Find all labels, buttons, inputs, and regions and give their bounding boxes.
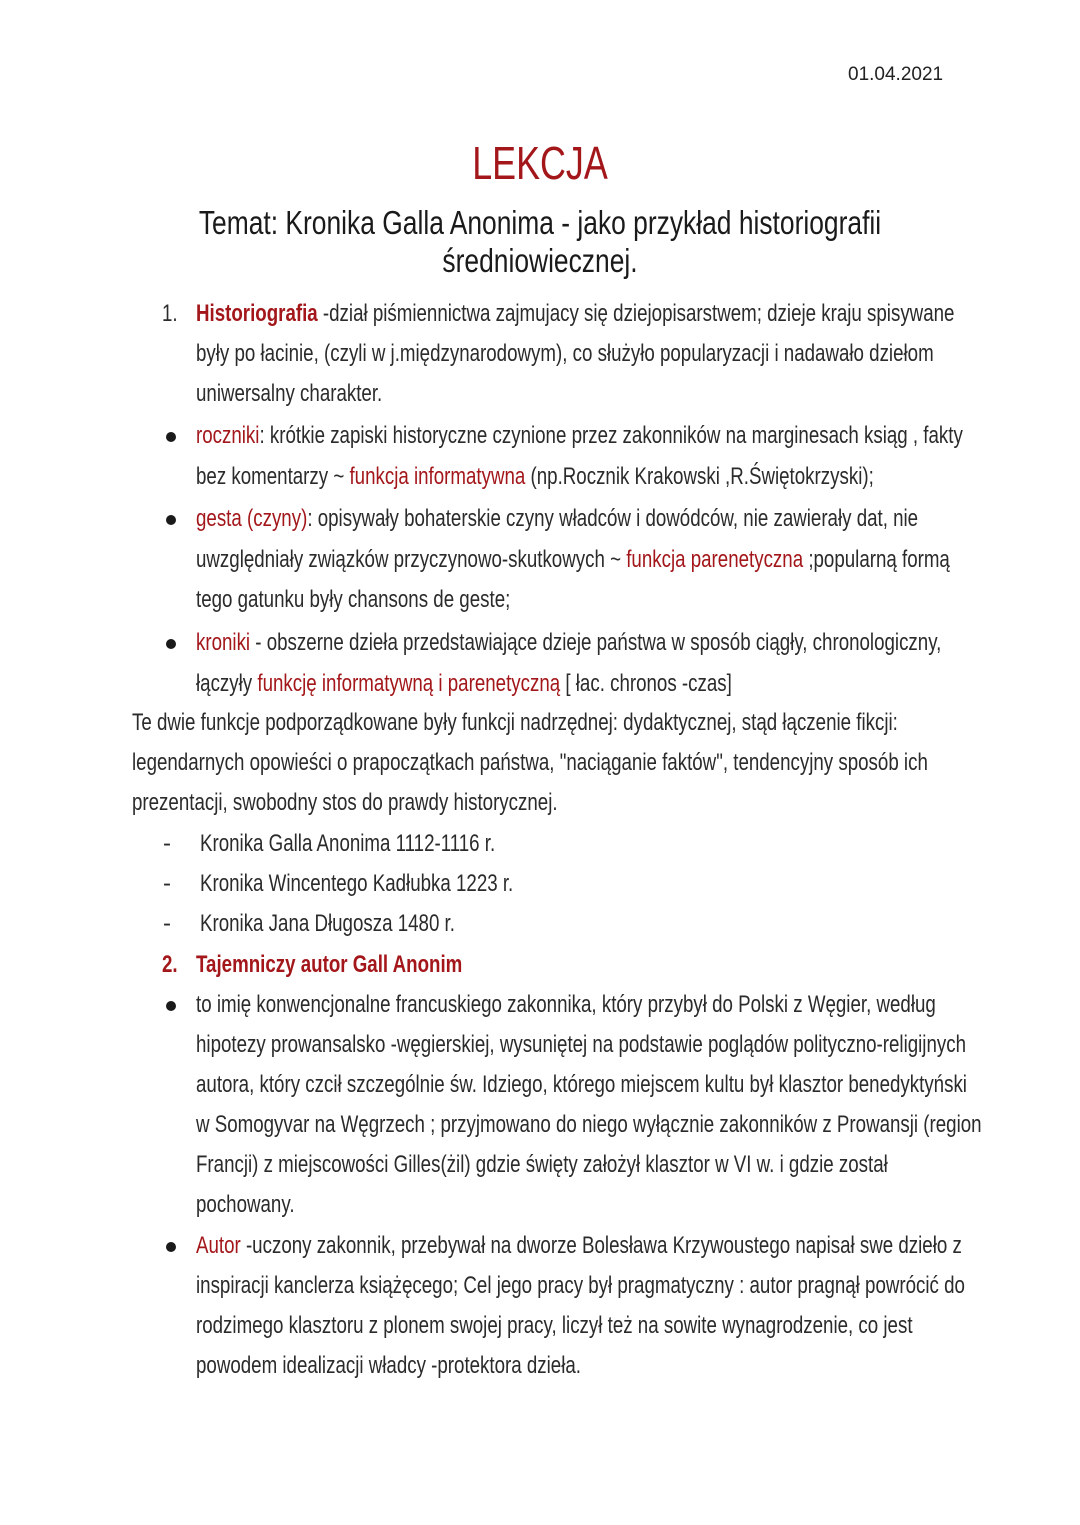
gall-line-5: Francji) z miejscowości Gilles(żil) gdzie święty założył klasztor w VI w. i gdzie został: [196, 1151, 888, 1178]
term-kroniki: kroniki: [196, 629, 251, 656]
list-item: Kronika Galla Anonima 1112-1116 r.: [200, 830, 496, 857]
section-1-line-2: były po łacinie, (czyli w j.międzynarodowym), co służyło popularyzacji i nadawało dziełom: [196, 340, 934, 367]
term-funkcja-parenetyczna: funkcja parenetyczna: [626, 546, 804, 573]
bullet-icon: [166, 1242, 176, 1252]
term-historiografia: Historiografia: [196, 300, 318, 327]
roczniki-line-2: bez komentarzy ~ funkcja informatywna (np.Rocznik Krakowski ,R.Świętokrzyski);: [196, 463, 874, 490]
term-gesta: gesta (czyny): [196, 505, 308, 532]
section-1-line-1: Historiografia -dział piśmiennictwa zajmujacy się dziejopisarstwem; dzieje kraju spisywane: [196, 300, 955, 327]
dash-bullet: -: [163, 870, 171, 897]
dash-bullet: -: [163, 910, 171, 937]
gall-line-4: w Somogyvar na Węgrzech ; przyjmowano do niego wyłącznie zakonników z Prowansji (region: [196, 1111, 982, 1138]
term-funkcje: funkcję informatywną i parenetyczną: [257, 670, 561, 697]
roczniki-line-1: roczniki: krótkie zapiski historyczne czynione przez zakonników na marginesach ksiąg , fakty: [196, 422, 963, 449]
autor-line-3: rodzimego klasztoru z plonem swojej pracy, liczył też na sowite wynagrodzenie, co jest: [196, 1312, 913, 1339]
paragraph-line-2: legendarnych opowieści o prapoczątkach państwa, "naciąganie faktów", tendencyjny sposób ich: [132, 749, 928, 776]
term-roczniki: roczniki: [196, 422, 260, 449]
gall-line-6: pochowany.: [196, 1191, 295, 1218]
gesta-line-2: uwzględniały związków przyczynowo-skutkowych ~ funkcja parenetyczna ;popularną formą: [196, 546, 950, 573]
bullet-icon: [166, 639, 176, 649]
term-autor: Autor: [196, 1232, 241, 1259]
bullet-icon: [166, 1001, 176, 1011]
kroniki-line-1: kroniki - obszerne dzieła przedstawiające dzieje państwa w sposób ciągły, chronologiczny,: [196, 629, 942, 656]
date: 01.04.2021: [848, 64, 944, 85]
term-funkcja-informatywna: funkcja informatywna: [349, 463, 526, 490]
dash-bullet: -: [163, 830, 171, 857]
bullet-icon: [166, 432, 176, 442]
paragraph-line-1: Te dwie funkcje podporządkowane były funkcji nadrzędnej: dydaktycznej, stąd łączenie fikcji:: [132, 709, 898, 736]
gall-line-3: autora, który czcił szczególnie św. Idziego, którego miejscem kultu był klasztor benedyktyński: [196, 1071, 967, 1098]
gesta-line-3: tego gatunku były chansons de geste;: [196, 586, 511, 613]
kroniki-line-2: łączyły funkcję informatywną i parenetyczną [ łac. chronos -czas]: [196, 670, 732, 697]
bullet-icon: [166, 515, 176, 525]
paragraph-line-3: prezentacji, swobodny stos do prawdy historycznej.: [132, 789, 558, 816]
gall-line-1: to imię konwencjonalne francuskiego zakonnika, który przybył do Polski z Węgier, według: [196, 991, 936, 1018]
section-2-number: 2.: [162, 951, 178, 978]
autor-line-4: powodem idealizacji władcy -protektora dzieła.: [196, 1352, 581, 1379]
section-1-number: 1.: [162, 300, 178, 327]
section-1-line-3: uniwersalny charakter.: [196, 380, 383, 407]
lesson-title: LEKCJA: [472, 137, 608, 189]
section-2-heading: Tajemniczy autor Gall Anonim: [196, 951, 463, 978]
gesta-line-1: gesta (czyny): opisywały bohaterskie czyny władców i dowódców, nie zawierały dat, nie: [196, 505, 919, 532]
lesson-subject: Temat: Kronika Galla Anonima - jako przykład historiografii średniowiecznej.: [198, 204, 882, 279]
autor-line-2: inspiracji kanclerza książęcego; Cel jego pracy był pragmatyczny : autor pragnął powrócić do: [196, 1272, 965, 1299]
gall-line-2: hipotezy prowansalsko -węgierskiej, wysuniętej na podstawie poglądów polityczno-religijnych: [196, 1031, 967, 1058]
list-item: Kronika Jana Długosza 1480 r.: [200, 910, 455, 937]
autor-line-1: Autor -uczony zakonnik, przebywał na dworze Bolesława Krzywoustego napisał swe dzieło z: [196, 1232, 962, 1259]
list-item: Kronika Wincentego Kadłubka 1223 r.: [200, 870, 514, 897]
